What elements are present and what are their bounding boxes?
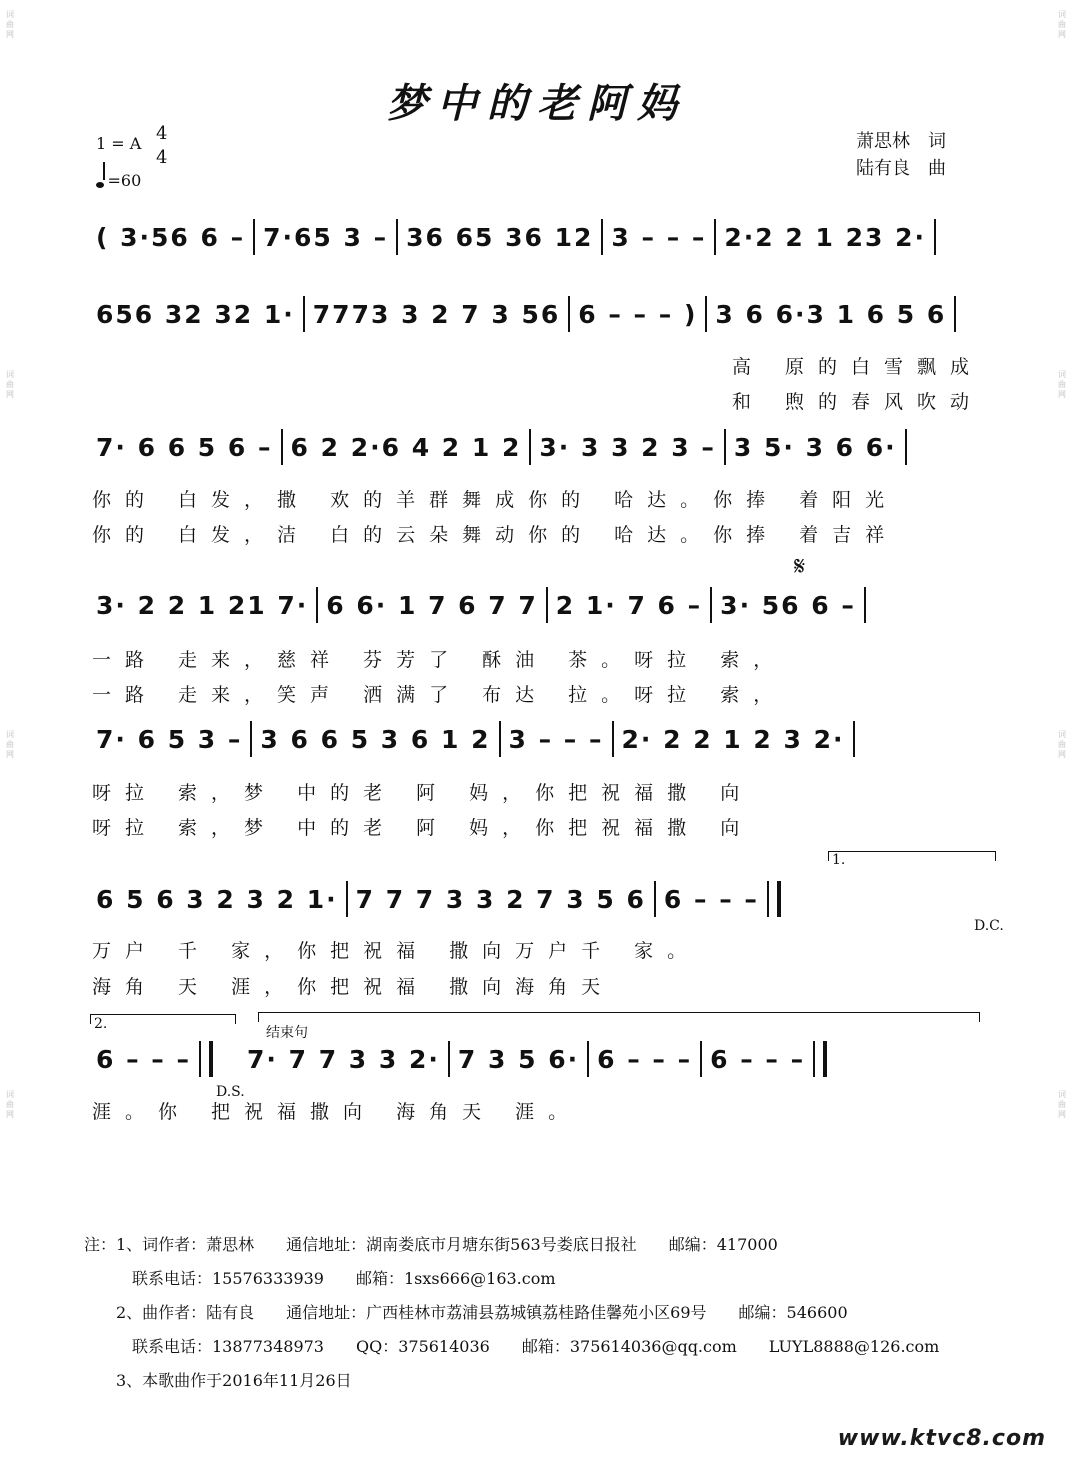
measure: ( 3·56 6 – xyxy=(96,222,246,252)
barline xyxy=(199,1041,201,1077)
barline xyxy=(250,721,252,757)
quarter-note-icon xyxy=(96,182,104,188)
tempo-marking xyxy=(96,168,141,190)
watermark-text: 词 曲 网 xyxy=(6,1090,14,1119)
lyric-line: 一路 走来，笑声 洒满了 布达 拉。呀拉 索， xyxy=(92,684,787,706)
watermark-text: 词 曲 网 xyxy=(6,370,14,399)
barline xyxy=(934,219,936,255)
measure: 7 3 5 6· xyxy=(457,1044,580,1074)
volta-bracket-tick xyxy=(828,851,829,861)
barline xyxy=(710,587,712,623)
ending-bracket-tick xyxy=(979,1012,980,1022)
measure: 6 6· 1 7 6 7 7 xyxy=(326,590,538,620)
barline xyxy=(601,219,603,255)
barline xyxy=(705,296,707,332)
measure: 2 1· 7 6 – xyxy=(555,590,703,620)
footnote-row: 3、本歌曲作于2016年11月26日 xyxy=(84,1371,352,1390)
barline xyxy=(864,587,866,623)
lyric-line: 高 原的白雪飘成 xyxy=(732,356,984,378)
barline xyxy=(568,296,570,332)
measure: 6 – – – xyxy=(663,884,759,914)
measure: 36 65 36 12 xyxy=(406,222,594,252)
barline xyxy=(767,881,769,917)
barline xyxy=(905,429,907,465)
site-watermark: www.ktvc8.com xyxy=(837,1426,1046,1451)
staff-line-3 xyxy=(92,428,1002,466)
volta-2-label: 2. xyxy=(94,1016,108,1032)
footnote-row: 联系电话：13877348973 QQ：375614036 邮箱：375614036@qq.com LUYL8888@126.com xyxy=(84,1337,940,1356)
lyric-line: 万户 千 家，你把祝福 撒向万户千 家。 xyxy=(92,940,701,962)
staff-line-7 xyxy=(92,1040,1002,1078)
measure: 6 – – – xyxy=(96,1044,192,1074)
lyricist-credit: 萧思林 词 xyxy=(856,131,946,152)
left-watermark-strip xyxy=(2,0,20,1477)
watermark-text: 词 曲 网 xyxy=(6,10,14,39)
volta-bracket-tick xyxy=(235,1014,236,1024)
barline xyxy=(714,219,716,255)
measure: 6 – – – ) xyxy=(578,299,698,329)
volta-1-bracket xyxy=(828,851,996,852)
barline xyxy=(654,881,656,917)
measure: 3· 2 2 1 21 7· xyxy=(96,590,309,620)
measure: 2· 2 2 1 2 3 2· xyxy=(621,724,845,754)
ending-bracket xyxy=(258,1012,980,1013)
lyric-line: 呀拉 索，梦 中的老 阿 妈，你把祝福撒 向 xyxy=(92,782,754,804)
lyric-line: 涯。你 把祝福撒向 海角天 涯。 xyxy=(92,1101,582,1123)
song-title: 梦中的老阿妈 xyxy=(387,80,687,127)
measure: 656 32 32 1· xyxy=(96,299,295,329)
measure: 3 6 6·3 1 6 5 6 xyxy=(715,299,947,329)
segno-icon: 𝄋 xyxy=(794,552,806,582)
barline xyxy=(253,219,255,255)
staff-line-4 xyxy=(92,586,1002,624)
dal-segno-mark: D.S. xyxy=(216,1084,245,1100)
staff-line-6 xyxy=(92,880,1002,918)
credits xyxy=(856,128,946,182)
key-signature: 1 = A xyxy=(96,134,142,153)
barline xyxy=(700,1041,702,1077)
note-stem xyxy=(103,162,105,180)
barline xyxy=(724,429,726,465)
barline xyxy=(853,721,855,757)
barline xyxy=(346,881,348,917)
staff-line-1 xyxy=(92,218,1002,256)
barline xyxy=(448,1041,450,1077)
barline xyxy=(281,429,283,465)
barline xyxy=(529,429,531,465)
right-watermark-strip xyxy=(1054,0,1072,1477)
footnote-row: 2、曲作者：陆有良 通信地址：广西桂林市荔浦县荔城镇荔桂路佳馨苑小区69号 邮编：546600 xyxy=(84,1303,848,1322)
measure: 3 5· 3 6 6· xyxy=(733,432,897,462)
measure: 6 – – – xyxy=(710,1044,806,1074)
ending-label: 结束句 xyxy=(266,1025,308,1041)
lyric-line: 呀拉 索，梦 中的老 阿 妈，你把祝福撒 向 xyxy=(92,817,754,839)
measure: 3· 3 3 2 3 – xyxy=(539,432,716,462)
barline xyxy=(499,721,501,757)
footnote-row: 注：1、词作者：萧思林 通信地址：湖南娄底市月塘东街563号娄底日报社 邮编：417000 xyxy=(84,1235,778,1254)
barline xyxy=(813,1041,815,1077)
composer-credit: 陆有良 曲 xyxy=(856,158,946,179)
measure: 6 – – – xyxy=(597,1044,693,1074)
lyric-line: 一路 走来，慈祥 芬芳了 酥油 茶。呀拉 索， xyxy=(92,649,787,671)
time-signature-bottom: 4 xyxy=(156,147,168,168)
measure: 7· 7 7 3 3 2· xyxy=(247,1044,440,1074)
measure: 3· 56 6 – xyxy=(720,590,856,620)
barline xyxy=(954,296,956,332)
da-capo-mark: D.C. xyxy=(974,918,1004,934)
staff-line-2 xyxy=(92,295,1002,333)
measure: 7773 3 2 7 3 56 xyxy=(312,299,561,329)
barline xyxy=(303,296,305,332)
time-signature xyxy=(156,122,167,170)
measure: 6 5 6 3 2 3 2 1· xyxy=(96,884,338,914)
measure: 3 – – – xyxy=(611,222,707,252)
volta-bracket-tick xyxy=(995,851,996,861)
barline xyxy=(546,587,548,623)
watermark-text: 词 曲 网 xyxy=(1058,370,1066,399)
time-signature-top: 4 xyxy=(156,123,168,144)
staff-line-5 xyxy=(92,720,1002,758)
lyric-line: 海角 天 涯，你把祝福 撒向海角天 xyxy=(92,976,615,998)
tempo-value: =60 xyxy=(107,171,142,190)
measure: 7· 6 5 3 – xyxy=(96,724,243,754)
measure: 7 7 7 3 3 2 7 3 5 6 xyxy=(355,884,646,914)
lyric-line: 你的 白发，洁 白的云朵舞动你的 哈达。你捧 着吉祥 xyxy=(92,524,899,546)
lyric-line: 和 煦的春风吹动 xyxy=(732,391,984,413)
footnotes xyxy=(84,1228,984,1398)
measure: 7·65 3 – xyxy=(263,222,389,252)
barline xyxy=(587,1041,589,1077)
measure: 2·2 2 1 23 2· xyxy=(724,222,926,252)
barline xyxy=(396,219,398,255)
final-barline xyxy=(823,1041,827,1077)
volta-2-bracket xyxy=(90,1014,236,1015)
ending-bracket-tick xyxy=(258,1012,259,1022)
barline xyxy=(316,587,318,623)
volta-1-label: 1. xyxy=(832,852,846,868)
barline xyxy=(612,721,614,757)
volta-bracket-tick xyxy=(90,1014,91,1024)
measure: 3 6 6 5 3 6 1 2 xyxy=(260,724,491,754)
footnote-row: 联系电话：15576333939 邮箱：1sxs666@163.com xyxy=(84,1269,556,1288)
watermark-text: 词 曲 网 xyxy=(6,730,14,759)
watermark-text: 词 曲 网 xyxy=(1058,730,1066,759)
watermark-text: 词 曲 网 xyxy=(1058,10,1066,39)
lyric-line: 你的 白发，撒 欢的羊群舞成你的 哈达。你捧 着阳光 xyxy=(92,489,899,511)
measure: 6 2 2·6 4 2 1 2 xyxy=(290,432,522,462)
measure: 3 – – – xyxy=(508,724,604,754)
final-barline xyxy=(209,1041,213,1077)
measure: 7· 6 6 5 6 – xyxy=(96,432,273,462)
final-barline xyxy=(777,881,781,917)
watermark-text: 词 曲 网 xyxy=(1058,1090,1066,1119)
